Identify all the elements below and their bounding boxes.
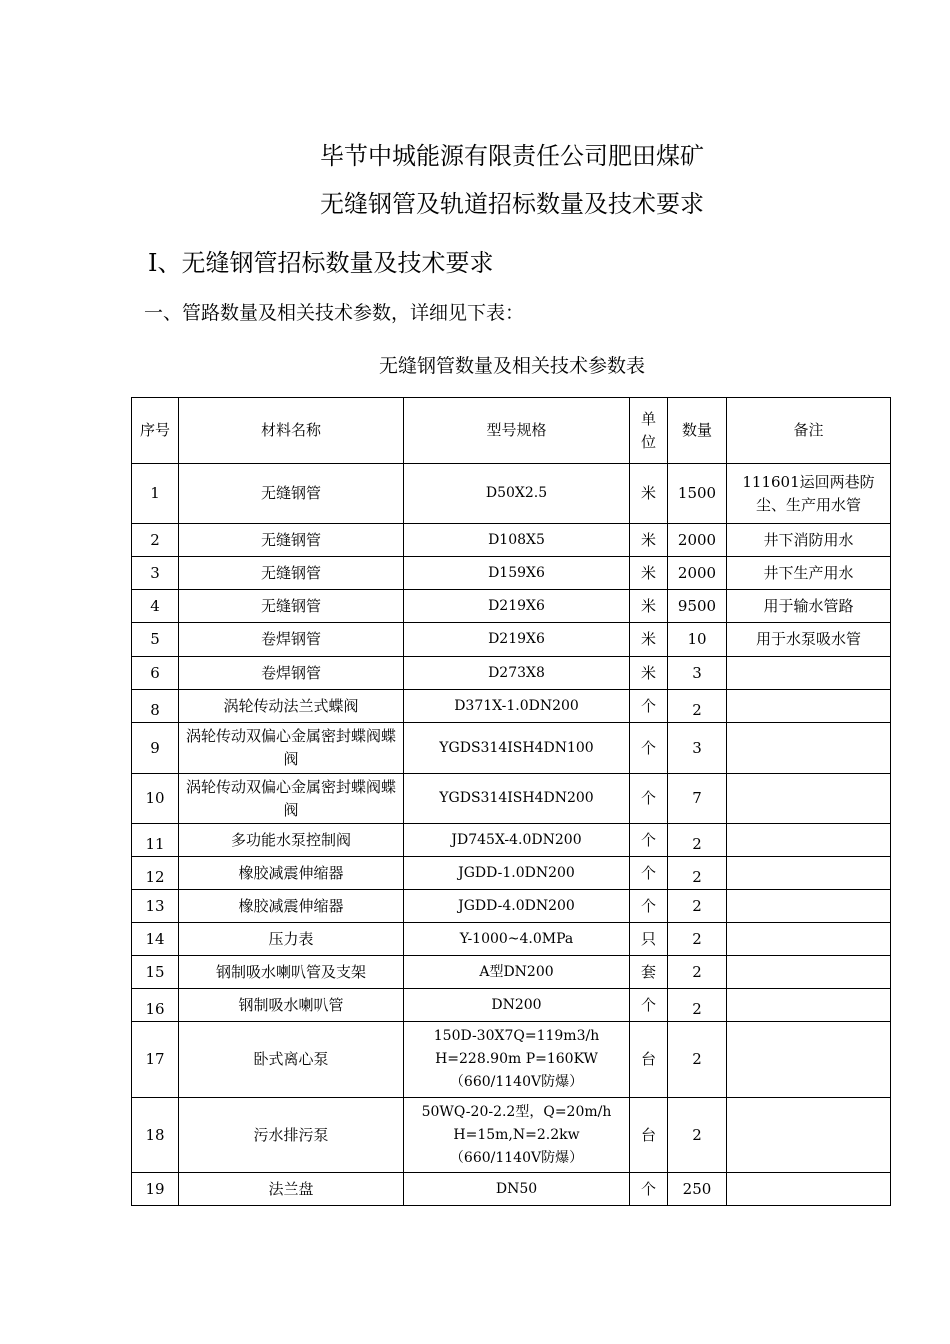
- cell-model-spec: 50WQ-20-2.2型，Q=20m/h H=15m,N=2.2kw（660/1140V防爆）: [404, 1098, 630, 1173]
- table-row: [132, 774, 891, 824]
- cell-model-spec: 150D-30X7Q=119m3/h H=228.90m P=160KW（660/1140V防爆）: [404, 1022, 630, 1098]
- cell-index: 19: [132, 1173, 179, 1206]
- cell-model-spec: DN50: [404, 1173, 630, 1206]
- cell-quantity: 2: [668, 923, 727, 956]
- cell-material-name: 钢制吸水喇叭管: [179, 989, 404, 1022]
- cell-index: 13: [132, 890, 179, 923]
- table-row: [132, 1098, 891, 1173]
- cell-index: 12: [132, 857, 179, 890]
- cell-remarks: 井下生产用水: [727, 557, 891, 590]
- cell-model-spec: Y-1000~4.0MPa: [404, 923, 630, 956]
- header-remarks: 备注: [727, 398, 891, 464]
- cell-index: 15: [132, 956, 179, 989]
- cell-material-name: 无缝钢管: [179, 557, 404, 590]
- cell-remarks: [727, 657, 891, 690]
- subsection-heading: 一、管路数量及相关技术参数，详细见下表：: [144, 302, 525, 324]
- cell-material-name: 压力表: [179, 923, 404, 956]
- table-row: [132, 1173, 891, 1206]
- cell-quantity: 2: [668, 1022, 727, 1098]
- table-caption: 无缝钢管数量及相关技术参数表: [378, 355, 645, 377]
- cell-material-name: 多功能水泵控制阀: [179, 824, 404, 857]
- cell-unit: 米: [630, 464, 668, 524]
- table-row: [132, 690, 891, 723]
- cell-index: 1: [132, 464, 179, 524]
- cell-remarks: 井下消防用水: [727, 524, 891, 557]
- header-material-name: 材料名称: [179, 398, 404, 464]
- cell-index: 2: [132, 524, 179, 557]
- cell-model-spec: A型DN200: [404, 956, 630, 989]
- cell-model-spec: D371X-1.0DN200: [404, 690, 630, 723]
- header-model-spec: 型号规格: [404, 398, 630, 464]
- cell-quantity: 250: [668, 1173, 727, 1206]
- cell-material-name: 涡轮传动双偏心金属密封蝶阀蝶阀: [179, 774, 404, 824]
- cell-index: 4: [132, 590, 179, 623]
- cell-material-name: 卷焊钢管: [179, 623, 404, 657]
- cell-model-spec: D219X6: [404, 590, 630, 623]
- cell-remarks: [727, 989, 891, 1022]
- cell-unit: 米: [630, 524, 668, 557]
- cell-remarks: [727, 1098, 891, 1173]
- table-row: [132, 590, 891, 623]
- pipe-spec-table: [131, 397, 891, 1206]
- cell-quantity: 3: [668, 723, 727, 774]
- cell-quantity: 1500: [668, 464, 727, 524]
- cell-material-name: 法兰盘: [179, 1173, 404, 1206]
- cell-remarks: [727, 890, 891, 923]
- cell-unit: 只: [630, 923, 668, 956]
- cell-remarks: 用于水泵吸水管: [727, 623, 891, 657]
- cell-quantity: 2000: [668, 524, 727, 557]
- table-row: [132, 464, 891, 524]
- cell-model-spec: D108X5: [404, 524, 630, 557]
- cell-quantity: 2: [668, 690, 727, 723]
- cell-index: 17: [132, 1022, 179, 1098]
- cell-index: 9: [132, 723, 179, 774]
- cell-remarks: [727, 857, 891, 890]
- cell-material-name: 橡胶减震伸缩器: [179, 890, 404, 923]
- cell-quantity: 2: [668, 989, 727, 1022]
- cell-model-spec: DN200: [404, 989, 630, 1022]
- cell-material-name: 橡胶减震伸缩器: [179, 857, 404, 890]
- cell-index: 16: [132, 989, 179, 1022]
- table-row: [132, 723, 891, 774]
- section-heading: I、无缝钢管招标数量及技术要求: [148, 249, 494, 277]
- cell-material-name: 无缝钢管: [179, 590, 404, 623]
- cell-quantity: 2: [668, 824, 727, 857]
- cell-unit: 米: [630, 557, 668, 590]
- header-quantity: 数量: [668, 398, 727, 464]
- cell-index: 6: [132, 657, 179, 690]
- header-index: 序号: [132, 398, 179, 464]
- cell-material-name: 污水排污泵: [179, 1098, 404, 1173]
- cell-model-spec: YGDS314ISH4DN100: [404, 723, 630, 774]
- cell-remarks: [727, 723, 891, 774]
- cell-remarks: [727, 923, 891, 956]
- table-row: [132, 923, 891, 956]
- cell-index: 3: [132, 557, 179, 590]
- cell-quantity: 10: [668, 623, 727, 657]
- cell-model-spec: JD745X-4.0DN200: [404, 824, 630, 857]
- cell-material-name: 涡轮传动双偏心金属密封蝶阀蝶阀: [179, 723, 404, 774]
- document-title-line-1: 毕节中城能源有限责任公司肥田煤矿: [320, 142, 704, 170]
- cell-index: 8: [132, 690, 179, 723]
- table-row: [132, 956, 891, 989]
- cell-index: 11: [132, 824, 179, 857]
- cell-remarks: [727, 824, 891, 857]
- cell-remarks: [727, 774, 891, 824]
- cell-material-name: 钢制吸水喇叭管及支架: [179, 956, 404, 989]
- table-row: [132, 623, 891, 657]
- table-row: [132, 890, 891, 923]
- cell-unit: 米: [630, 590, 668, 623]
- table-header-row: [132, 398, 891, 464]
- cell-remarks: [727, 956, 891, 989]
- cell-model-spec: JGDD-1.0DN200: [404, 857, 630, 890]
- cell-material-name: 卧式离心泵: [179, 1022, 404, 1098]
- cell-unit: 套: [630, 956, 668, 989]
- cell-model-spec: D159X6: [404, 557, 630, 590]
- cell-material-name: 涡轮传动法兰式蝶阀: [179, 690, 404, 723]
- cell-unit: 台: [630, 1098, 668, 1173]
- cell-remarks: [727, 690, 891, 723]
- cell-unit: 个: [630, 890, 668, 923]
- cell-unit: 个: [630, 723, 668, 774]
- cell-quantity: 3: [668, 657, 727, 690]
- cell-quantity: 2: [668, 956, 727, 989]
- cell-unit: 个: [630, 690, 668, 723]
- cell-material-name: 无缝钢管: [179, 524, 404, 557]
- cell-remarks: [727, 1022, 891, 1098]
- cell-unit: 个: [630, 824, 668, 857]
- cell-unit: 个: [630, 774, 668, 824]
- table-row: [132, 557, 891, 590]
- cell-remarks: 用于输水管路: [727, 590, 891, 623]
- cell-model-spec: YGDS314ISH4DN200: [404, 774, 630, 824]
- table-row: [132, 989, 891, 1022]
- table-row: [132, 524, 891, 557]
- cell-index: 14: [132, 923, 179, 956]
- cell-unit: 米: [630, 657, 668, 690]
- cell-model-spec: D50X2.5: [404, 464, 630, 524]
- cell-quantity: 2: [668, 890, 727, 923]
- cell-quantity: 9500: [668, 590, 727, 623]
- cell-model-spec: JGDD-4.0DN200: [404, 890, 630, 923]
- table-row: [132, 657, 891, 690]
- document-title-line-2: 无缝钢管及轨道招标数量及技术要求: [320, 190, 704, 218]
- cell-remarks: 111601运回两巷防尘、生产用水管: [727, 464, 891, 524]
- header-unit: 单位: [630, 398, 668, 464]
- cell-quantity: 7: [668, 774, 727, 824]
- cell-quantity: 2: [668, 1098, 727, 1173]
- cell-index: 5: [132, 623, 179, 657]
- cell-unit: 个: [630, 857, 668, 890]
- cell-remarks: [727, 1173, 891, 1206]
- cell-unit: 个: [630, 989, 668, 1022]
- cell-unit: 米: [630, 623, 668, 657]
- table-row: [132, 824, 891, 857]
- table-row: [132, 857, 891, 890]
- cell-material-name: 卷焊钢管: [179, 657, 404, 690]
- cell-quantity: 2000: [668, 557, 727, 590]
- cell-model-spec: D219X6: [404, 623, 630, 657]
- table-row: [132, 1022, 891, 1098]
- cell-index: 10: [132, 774, 179, 824]
- cell-unit: 个: [630, 1173, 668, 1206]
- cell-model-spec: D273X8: [404, 657, 630, 690]
- cell-quantity: 2: [668, 857, 727, 890]
- cell-index: 18: [132, 1098, 179, 1173]
- cell-unit: 台: [630, 1022, 668, 1098]
- cell-material-name: 无缝钢管: [179, 464, 404, 524]
